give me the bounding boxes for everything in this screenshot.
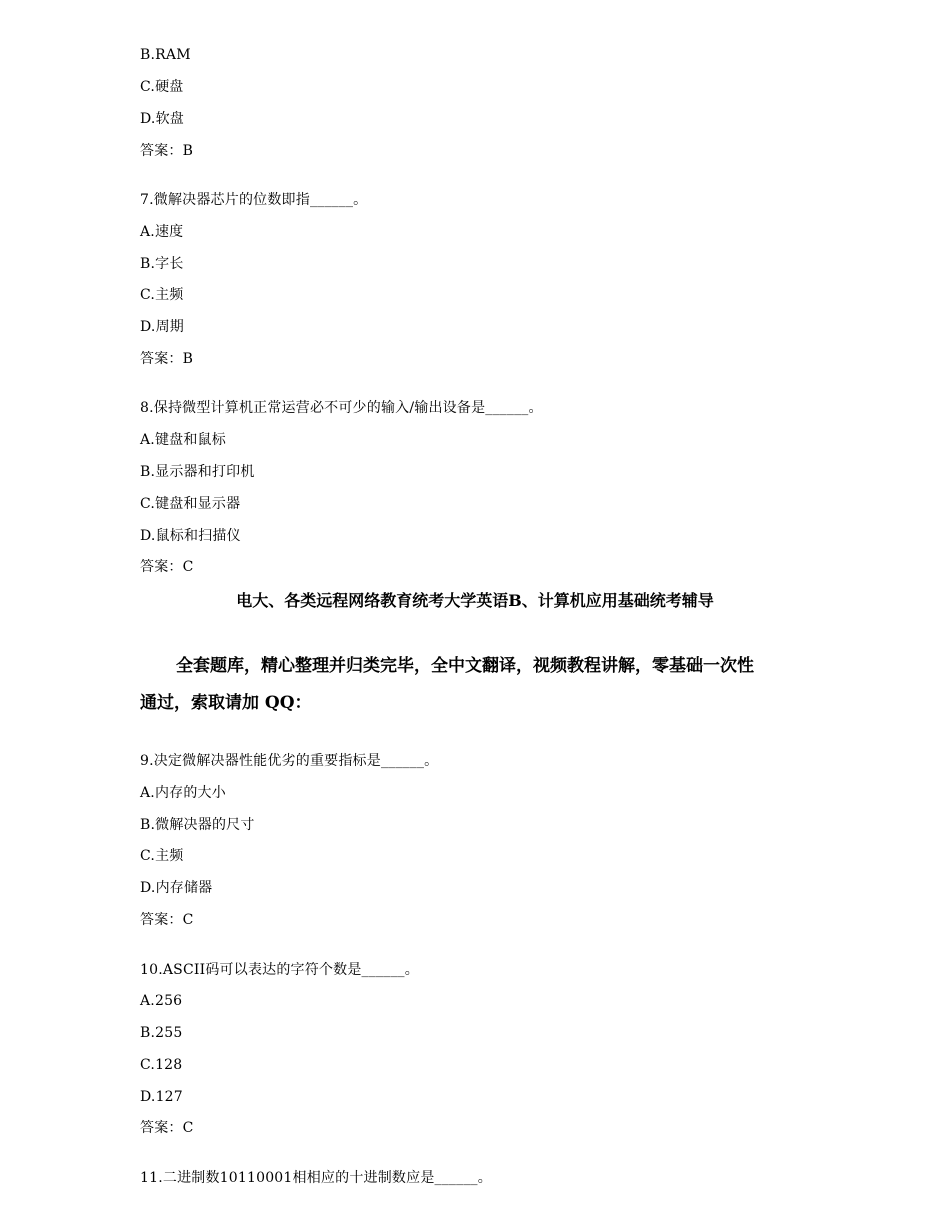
question-10: 10.ASCII码可以表达的字符个数是______。 xyxy=(140,962,419,978)
option-b-q8: B.显示器和打印机 xyxy=(140,464,255,480)
answer-q10: 答案：C xyxy=(140,1120,194,1136)
option-d-q6: D.软盘 xyxy=(140,111,184,127)
question-11: 11.二进制数10110001相相应的十进制数应是______。 xyxy=(140,1170,492,1186)
option-d-q9: D.内存储器 xyxy=(140,880,213,896)
option-a-q7: A.速度 xyxy=(140,224,184,240)
option-d-q7: D.周期 xyxy=(140,319,184,335)
answer-q7: 答案：B xyxy=(140,351,194,367)
option-c-q7: C.主频 xyxy=(140,287,184,303)
question-8: 8.保持微型计算机正常运营必不可少的输入/输出设备是______。 xyxy=(140,400,543,416)
question-7: 7.微解决器芯片的位数即指______。 xyxy=(140,192,368,208)
option-a-q8: A.键盘和鼠标 xyxy=(140,432,226,448)
option-c-q8: C.键盘和显示器 xyxy=(140,496,241,512)
option-d-q10: D.127 xyxy=(140,1089,183,1105)
answer-q9: 答案：C xyxy=(140,912,194,928)
option-c-q6: C.硬盘 xyxy=(140,79,184,95)
option-b-q6: B.RAM xyxy=(140,47,191,63)
option-a-q10: A.256 xyxy=(140,993,183,1009)
option-b-q9: B.微解决器的尺寸 xyxy=(140,817,255,833)
option-a-q9: A.内存的大小 xyxy=(140,785,226,801)
question-9: 9.决定微解决器性能优劣的重要指标是______。 xyxy=(140,753,439,769)
option-c-q9: C.主频 xyxy=(140,848,184,864)
option-d-q8: D.鼠标和扫描仪 xyxy=(140,528,241,544)
promo-line-2: 通过，索取请加 QQ： xyxy=(140,693,312,713)
option-b-q10: B.255 xyxy=(140,1025,183,1041)
answer-q8: 答案：C xyxy=(140,559,194,575)
answer-q6: 答案：B xyxy=(140,143,194,159)
promo-line-1: 全套题库，精心整理并归类完毕，全中文翻译，视频教程讲解，零基础一次性 xyxy=(176,656,754,676)
option-c-q10: C.128 xyxy=(140,1057,183,1073)
option-b-q7: B.字长 xyxy=(140,256,184,272)
promo-title: 电大、各类远程网络教育统考大学英语B、计算机应用基础统考辅导 xyxy=(236,591,714,610)
